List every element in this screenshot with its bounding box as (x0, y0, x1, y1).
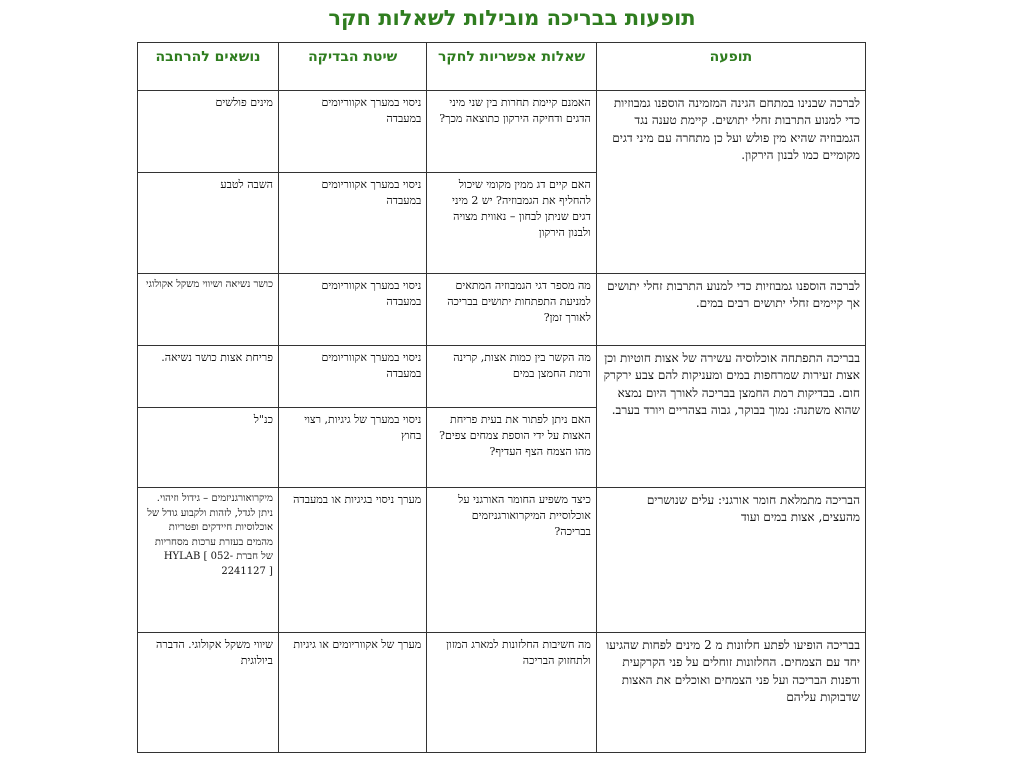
table-row (138, 346, 866, 408)
method-cell: ניסוי במערך אקווריומים במעבדה (278, 274, 426, 346)
method-cell: ניסוי במערך אקווריומים במעבדה (278, 173, 426, 274)
topic-cell: השבה לטבע (138, 173, 279, 274)
phenomenon-cell: בבריכה הופיעו לפתע חלזונות מ 2 מינים לפחות שהגיעו יחד עם הצמחים. החלזונות זוחלים על פני הקרקעית ודפנות הבריכה ועל פני הצמחים ואוכלים את האצות שדבוקות עליהם (596, 633, 865, 753)
phenomenon-cell: לברכה שבנינו במתחם הגינה המזמינה הוספנו גמבוזיות כדי למנוע התרבות זחלי יתושים. קיימת טענה נגד הגמבוזיה שהיא מין פולש ועל כן מתחרה עם מיני דגים מקומיים כמו לבנון הירקון. (596, 91, 865, 274)
method-cell: ניסוי במערך אקווריומים במעבדה (278, 91, 426, 173)
topic-cell: מיקרואורגניזמים – גידול וזיהוי. ניתן לגדל, לזהות ולקבוע גודל של אוכלוסיות חיידקים ופטריות מהמים בעזרת ערכות מסחריות של חברת HYLAB [ 052- 2241127 ] (138, 488, 279, 633)
topic-cell: כושר נשיאה ושיווי משקל אקולוגי (138, 274, 279, 346)
header-method: שיטת הבדיקה (278, 43, 426, 91)
question-cell: מה הקשר בין כמות אצות, קרינה ורמת החמצן במים (427, 346, 597, 408)
method-cell: מערך ניסוי בגיגיות או במעבדה (278, 488, 426, 633)
research-table (137, 42, 866, 753)
table-row (138, 274, 866, 346)
phenomenon-cell: הבריכה מתמלאת חומר אורגני: עלים שנושרים מהעצים, אצות במים ועוד (596, 488, 865, 633)
question-cell: האמנם קיימת תחרות בין שני מיני הדגים ודחיקה הירקון כתוצאה מכך? (427, 91, 597, 173)
page-title: תופעות בבריכה מובילות לשאלות חקר (328, 6, 696, 30)
topic-cell: שיווי משקל אקולוגי. הדברה ביולוגית (138, 633, 279, 753)
topic-cell: פריחת אצות כושר נשיאה. (138, 346, 279, 408)
table-row (138, 633, 866, 753)
method-cell: ניסוי במערך של גיגיות, רצוי בחוץ (278, 408, 426, 488)
question-cell: האם קיים דג ממין מקומי שיכול להחליף את הגמבוזיה? יש 2 מיני דגים שניתן לבחון – נאווית מצויה ולבנון הירקון (427, 173, 597, 274)
topic-cell: כנ"ל (138, 408, 279, 488)
question-cell: כיצד משפיע החומר האורגני על אוכלוסיית המיקרואורגניזמים בבריכה? (427, 488, 597, 633)
phenomenon-cell: לברכה הוספנו גמבוזיות כדי למנוע התרבות זחלי יתושים אך קיימים זחלי יתושים רבים במים. (596, 274, 865, 346)
method-cell: ניסוי במערך אקווריומים במעבדה (278, 346, 426, 408)
question-cell: מה מספר דגי הגמבוזיה המתאים למניעת התפתחות יתושים בבריכה לאורך זמן? (427, 274, 597, 346)
table-row (138, 91, 866, 173)
header-row (138, 43, 866, 91)
topic-cell: מינים פולשים (138, 91, 279, 173)
header-topics: נושאים להרחבה (138, 43, 279, 91)
header-questions: שאלות אפשריות לחקר (427, 43, 597, 91)
method-cell: מערך של אקווריומים או גיגיות (278, 633, 426, 753)
header-phenomenon: תופעה (596, 43, 865, 91)
table-row (138, 488, 866, 633)
phenomenon-cell: בבריכה התפתחה אוכלוסיה עשירה של אצות חוטיות וכן אצות זעירות שמרחפות במים ומעניקות להם צבע ירקרק חום. בבדיקות רמת החמצן בבריכה לאורך היום נמצא שהוא משתנה: נמוך בבוקר, גבוה בצהריים ויורד בערב. (596, 346, 865, 488)
question-cell: מה חשיבות החלזונות למארג המזון ולתחזוק הבריכה (427, 633, 597, 753)
question-cell: האם ניתן לפתור את בעית פריחת האצות על ידי הוספת צמחים צפים? מהו הצמח הצף העדיף? (427, 408, 597, 488)
